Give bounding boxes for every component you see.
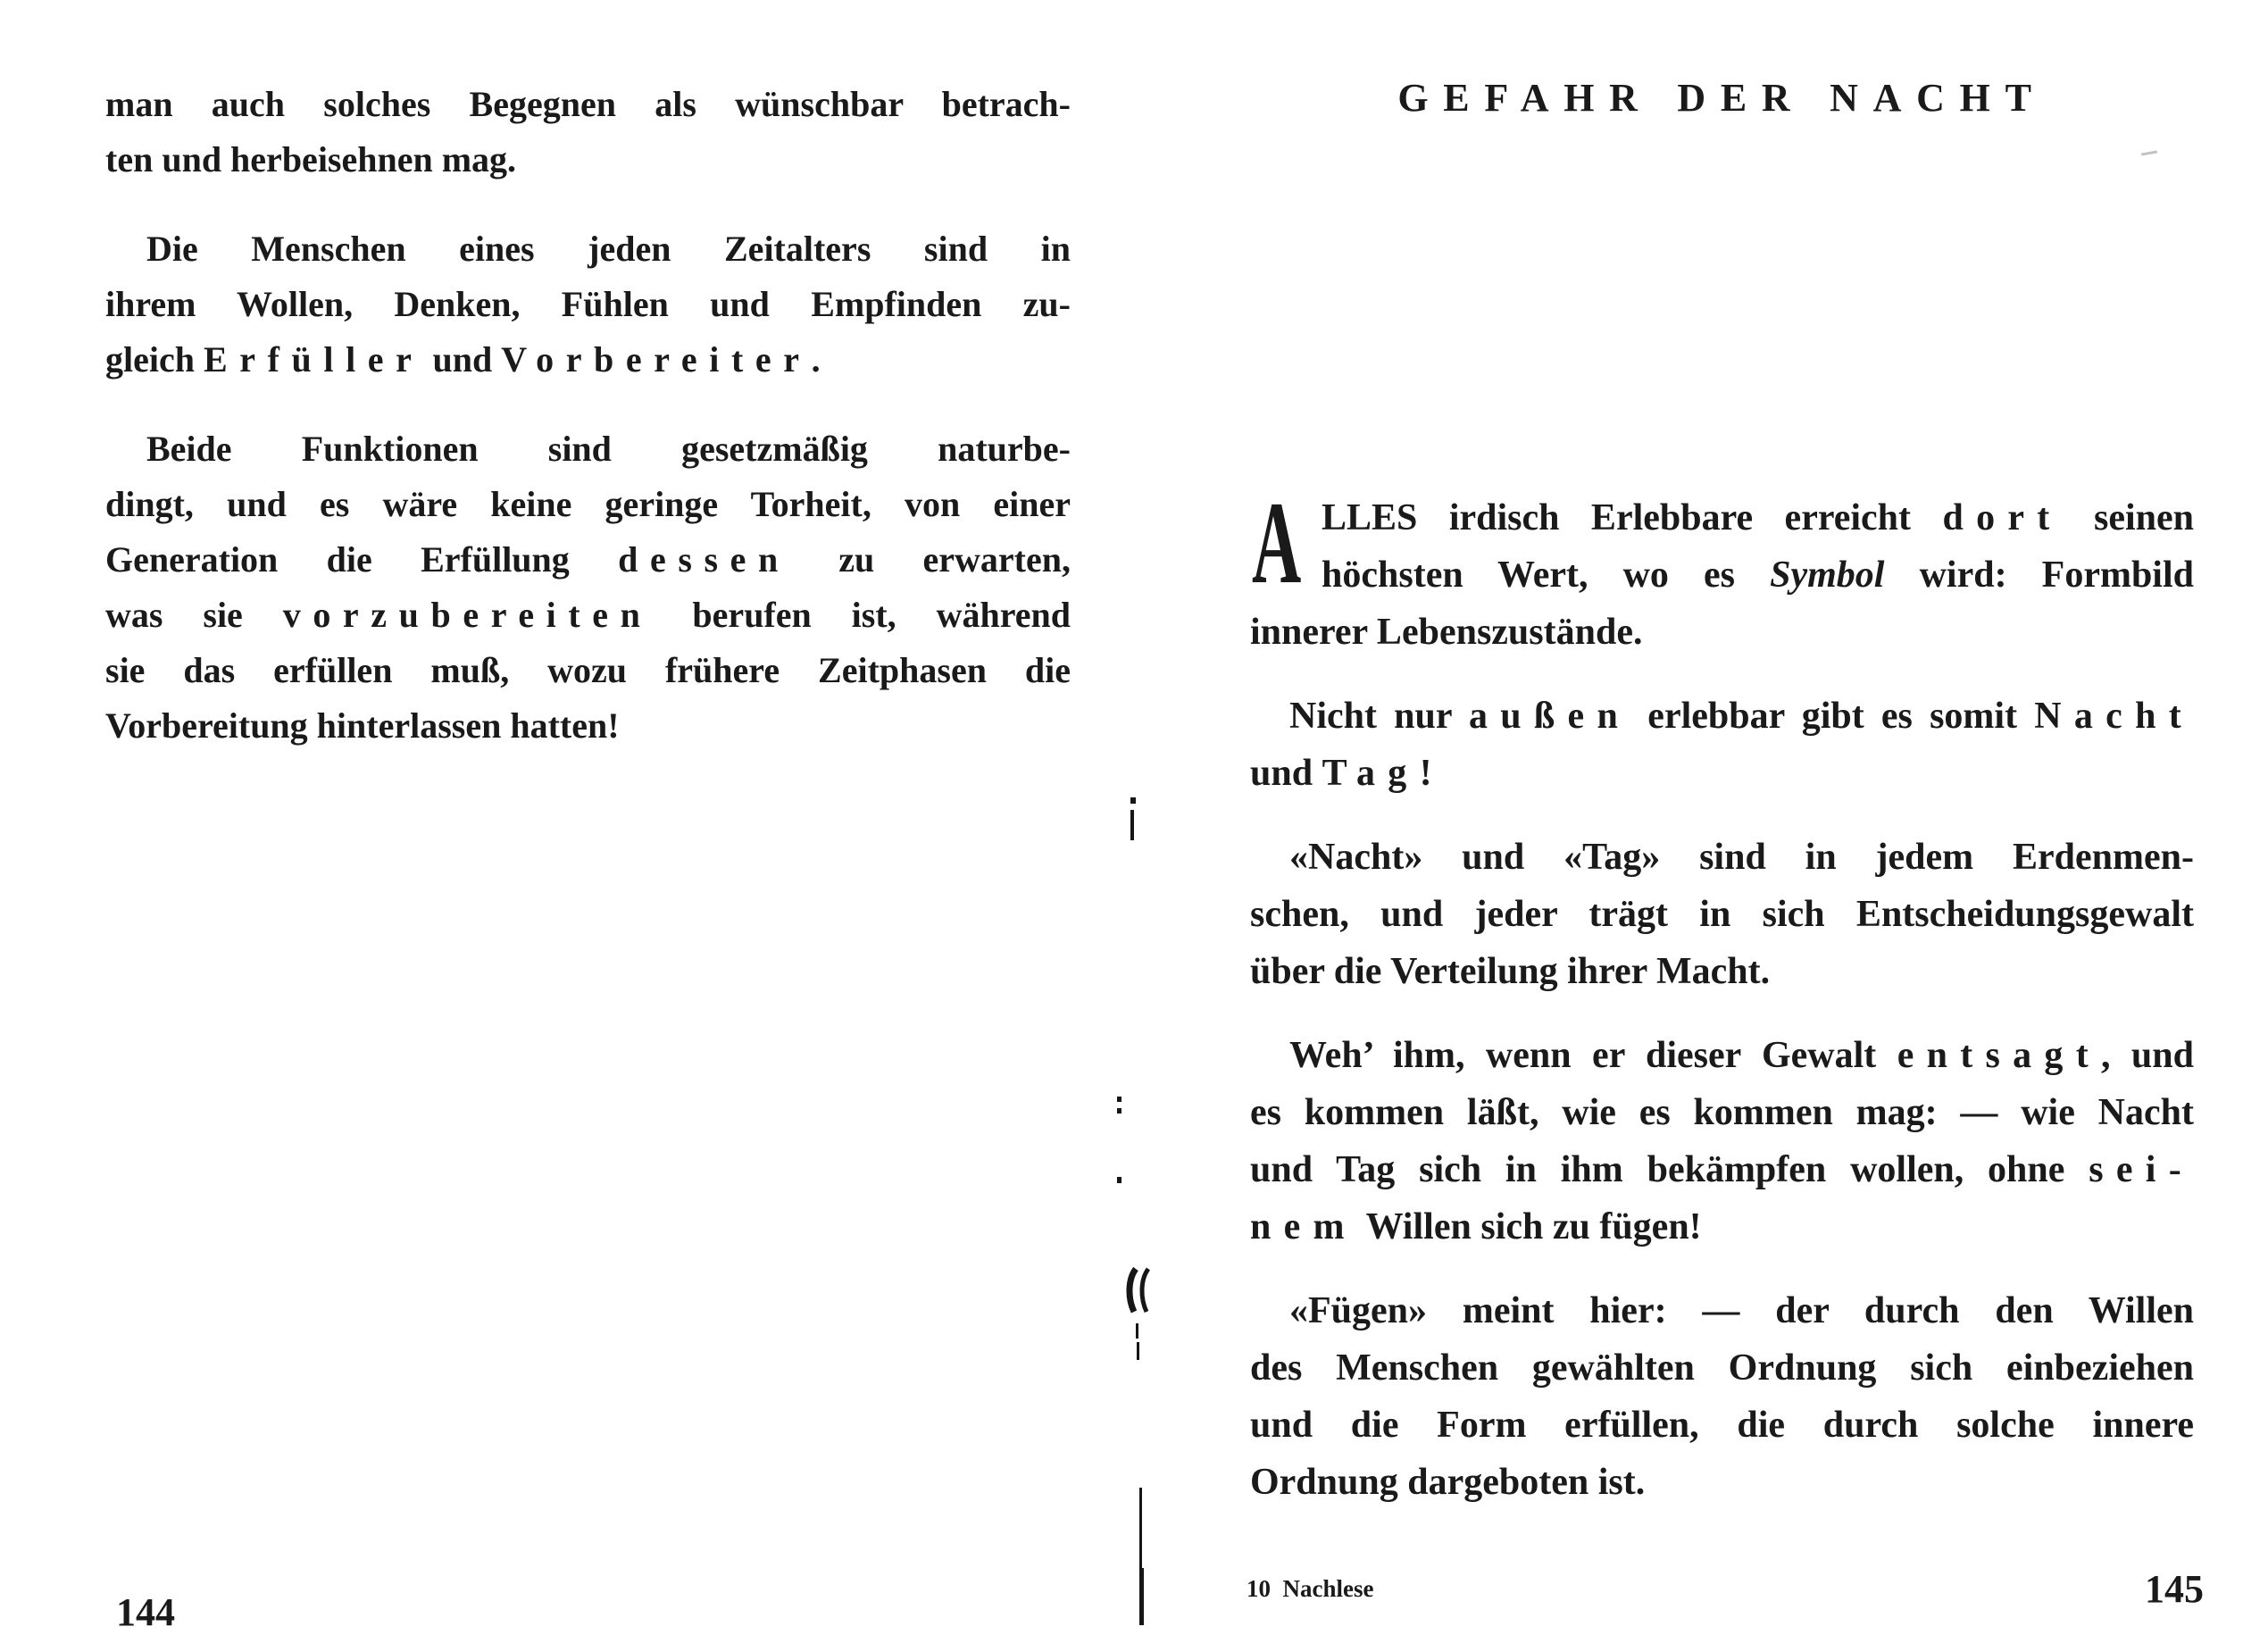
- text-line: man auch solches Begegnen als wünschbar betrach-: [105, 84, 1071, 124]
- paragraph: [105, 421, 1071, 754]
- text-line: Beide Funktionen sind gesetzmäßig naturbe-: [146, 429, 1071, 469]
- scan-artifact: [1117, 1097, 1121, 1102]
- paragraph: [1250, 1027, 2194, 1255]
- paragraph: [1250, 829, 2194, 1000]
- scan-artifact: [1130, 797, 1136, 804]
- printer-signature: 10 Nachlese: [1247, 1575, 1374, 1602]
- scan-artifact: [2141, 150, 2157, 155]
- paragraph: [105, 221, 1071, 388]
- paragraph: [1250, 1282, 2194, 1511]
- text-line: Generation die Erfüllung dessen zu erwarten,: [105, 539, 1071, 580]
- paragraph: [105, 77, 1071, 188]
- scan-artifact: [1137, 1342, 1139, 1360]
- scan-artifact: [1139, 1568, 1144, 1625]
- text-line: Weh’ ihm, wenn er dieser Gewalt entsagt, und: [1289, 1035, 2194, 1076]
- text-line: über die Verteilung ihrer Macht.: [1250, 951, 1771, 992]
- text-line: dingt, und es wäre keine geringe Torheit, von einer: [105, 484, 1071, 524]
- chapter-title: GEFAHR DER NACHT: [1397, 76, 2047, 120]
- drop-cap: A: [1252, 477, 1302, 608]
- scan-artifact: [1117, 1108, 1121, 1114]
- scan-artifact: [1123, 1266, 1157, 1314]
- text-line: Die Menschen eines jeden Zeitalters sind in: [146, 229, 1071, 269]
- text-line: des Menschen gewählten Ordnung sich einbeziehen: [1250, 1347, 2194, 1389]
- text-line: nem Willen sich zu fügen!: [1250, 1206, 1702, 1247]
- page-number-left: 144: [116, 1590, 175, 1634]
- text-line: höchsten Wert, wo es Symbol wird: Formbild: [1322, 555, 2195, 596]
- text-line: «Fügen» meint hier: — der durch den Willen: [1289, 1290, 2194, 1331]
- right-text-column: [1250, 477, 2195, 1511]
- paragraph: [1250, 477, 2195, 661]
- left-text-column: [105, 77, 1071, 754]
- text-line: LLES irdisch Erlebbare erreicht dort seinen: [1322, 497, 2194, 538]
- text-line: was sie vorzubereiten berufen ist, während: [105, 595, 1071, 635]
- text-line: Nicht nur außen erlebbar gibt es somit Nacht: [1289, 696, 2194, 737]
- page-number-right: 145: [2145, 1567, 2204, 1611]
- paragraph: [1250, 688, 2194, 802]
- text-line: gleich Erfüller und Vorbereiter.: [105, 339, 821, 380]
- text-line: schen, und jeder trägt in sich Entscheidungsgewalt: [1250, 894, 2194, 935]
- scan-artifact: [1117, 1177, 1121, 1183]
- text-line: «Nacht» und «Tag» sind in jedem Erdenmen-: [1289, 837, 2194, 878]
- text-line: und die Form erfüllen, die durch solche innere: [1250, 1405, 2194, 1446]
- text-line: Vorbereitung hinterlassen hatten!: [105, 705, 620, 746]
- text-line: sie das erfüllen muß, wozu frühere Zeitphasen die: [105, 650, 1071, 690]
- text-line: es kommen läßt, wie es kommen mag: — wie Nacht: [1250, 1092, 2194, 1133]
- text-line: ten und herbeisehnen mag.: [105, 139, 517, 179]
- text-line: innerer Lebenszustände.: [1250, 612, 1643, 653]
- scan-artifact: [1136, 1323, 1138, 1339]
- scan-artifact: [1130, 810, 1134, 840]
- text-line: ihrem Wollen, Denken, Fühlen und Empfinden zu-: [105, 284, 1071, 324]
- text-line: Ordnung dargeboten ist.: [1250, 1462, 1646, 1503]
- text-line: und Tag sich in ihm bekämpfen wollen, ohne sei-: [1250, 1149, 2194, 1190]
- text-line: und Tag!: [1250, 753, 1432, 794]
